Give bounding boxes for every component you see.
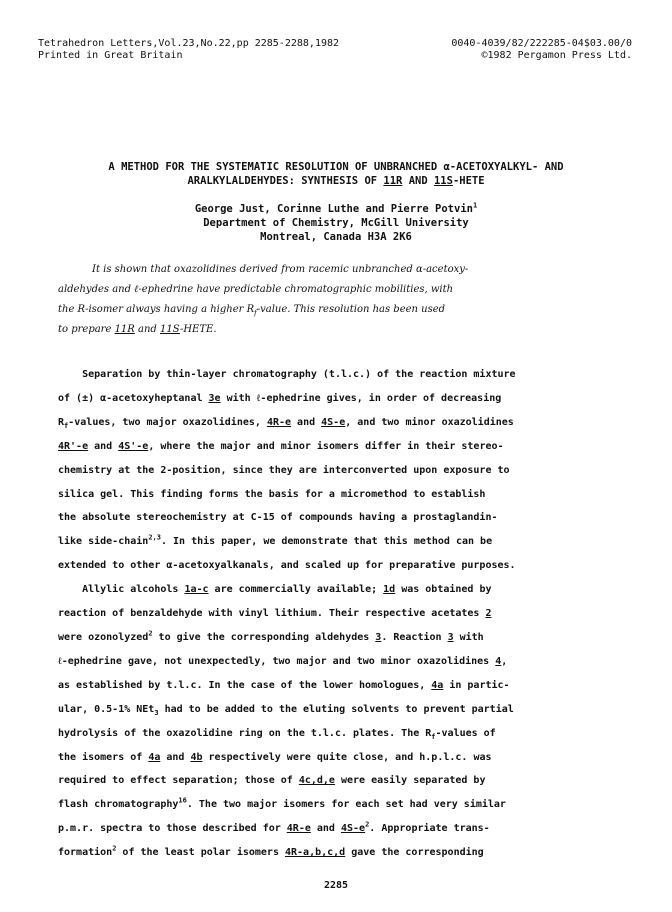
- compound-ref: 11R: [383, 175, 403, 187]
- body-line: [58, 650, 630, 674]
- text: . Appropriate trans-: [369, 823, 490, 835]
- body-line: chemistry at the 2-position, since they are interconverted upon exposure to: [58, 464, 510, 476]
- subscript: f: [64, 421, 69, 430]
- body-line: [58, 769, 630, 793]
- body-line: [58, 793, 630, 817]
- abstract-text: the R-isomer always having a higher R: [58, 304, 255, 315]
- abstract-line: It is shown that oxazolidines derived from racemic unbranched α-acetoxy-: [92, 264, 469, 275]
- compound-ref: 4R-e: [266, 416, 292, 428]
- body-line: [58, 411, 630, 435]
- text: formation: [58, 847, 113, 859]
- title-text: -HETE: [452, 175, 485, 187]
- body-line: [58, 674, 630, 698]
- text: -values of: [435, 727, 496, 739]
- title-text: ARALKYLALDEHYDES: SYNTHESIS OF: [187, 175, 384, 187]
- text: and: [160, 751, 191, 763]
- compound-ref: 4a: [148, 751, 161, 763]
- abstract-line: [58, 320, 618, 340]
- title-text: AND: [402, 175, 434, 187]
- text: ular, 0.5-1% NEt: [58, 703, 155, 715]
- text: was obtained by: [395, 584, 492, 596]
- compound-ref: 4S-e: [321, 416, 346, 428]
- body-line: silica gel. This finding forms the basis for a micromethod to establish: [58, 488, 486, 500]
- text: -values, two major oxazolidines,: [68, 416, 267, 428]
- text: . Reaction: [381, 631, 448, 643]
- body-line: [58, 817, 630, 841]
- subscript: f: [254, 309, 257, 317]
- body-line: the absolute stereochemistry at C-15 of compounds having a prostaglandin-: [58, 512, 498, 524]
- copyright: ©1982 Pergamon Press Ltd.: [481, 50, 632, 61]
- body-line: [58, 578, 630, 602]
- compound-ref: 3: [447, 631, 454, 643]
- text: with: [453, 631, 484, 643]
- text: as established by t.l.c. In the case of the lower homologues,: [58, 679, 432, 691]
- text: had to be added to the eluting solvents to prevent partial: [158, 703, 514, 715]
- compound-ref: 4R'-e: [58, 440, 89, 452]
- citation: 2,3: [148, 534, 161, 543]
- compound-ref: 11S: [160, 324, 180, 335]
- text: ℓ-ephedrine gave, not unexpectedly, two major and two minor oxazolidines: [58, 655, 496, 667]
- text: , and two minor oxazolidines: [345, 416, 514, 428]
- compound-ref: 4S-e: [340, 823, 366, 835]
- text: p.m.r. spectra to those described for: [58, 823, 287, 835]
- body-line: [58, 530, 630, 554]
- text: of the least polar isomers: [116, 847, 285, 859]
- compound-ref: 11R: [114, 324, 135, 335]
- body-line: [58, 722, 630, 746]
- subscript: 3: [154, 708, 159, 717]
- compound-ref: 4b: [190, 751, 203, 763]
- body-line: Separation by thin-layer chromatography (t.l.c.) of the reaction mixture: [58, 369, 516, 380]
- text: are commercially available;: [208, 584, 384, 596]
- text: , where the major and minor isomers differ in their stereo-: [148, 440, 504, 452]
- abstract: [58, 260, 618, 340]
- article-code: 0040-4039/82/222285-04$03.00/0: [451, 38, 632, 49]
- compound-ref: 11S: [433, 175, 453, 187]
- location: Montreal, Canada H3A 2K6: [260, 231, 412, 243]
- text: and: [291, 416, 322, 428]
- text: and: [88, 440, 119, 452]
- text: like side-chain: [58, 536, 149, 548]
- body-text: [58, 363, 630, 865]
- abstract-text: to prepare: [58, 324, 115, 335]
- body-line: extended to other α-acetoxyalkanals, and scaled up for preparative purposes.: [58, 560, 516, 572]
- paper-title-line1: A METHOD FOR THE SYSTEMATIC RESOLUTION OF UNBRANCHED α-ACETOXYALKYL- AND: [108, 161, 564, 173]
- authors: [20, 202, 652, 216]
- compound-ref: 2: [485, 608, 492, 620]
- abstract-text: and: [134, 324, 160, 335]
- affiliation: Department of Chemistry, McGill University: [203, 217, 469, 229]
- text: flash chromatography: [58, 799, 179, 811]
- abstract-line: aldehydes and ℓ-ephedrine have predictable chromatographic mobilities, with: [58, 284, 454, 295]
- text: R: [58, 416, 65, 428]
- compound-ref: 4: [495, 655, 502, 667]
- printed-in: Printed in Great Britain: [38, 50, 183, 61]
- body-line: [58, 746, 630, 770]
- compound-ref: 1a-c: [184, 584, 209, 596]
- compound-ref: 3e: [208, 392, 221, 404]
- text: gave the corresponding: [345, 847, 484, 859]
- text: the isomers of: [58, 751, 149, 763]
- body-line: [58, 841, 630, 865]
- text: . In this paper, we demonstrate that this method can be: [160, 536, 493, 548]
- text: to give the corresponding aldehydes: [152, 631, 376, 643]
- journal-citation: Tetrahedron Letters,Vol.23,No.22,pp 2285-2288,1982: [38, 38, 340, 49]
- text: hydrolysis of the oxazolidine ring on the t.l.c. plates. The R: [58, 727, 432, 739]
- compound-ref: 4R-e: [286, 823, 311, 835]
- citation: 16: [178, 796, 187, 805]
- body-line: [58, 626, 630, 650]
- citation: 2: [112, 844, 117, 853]
- text: . The two major isomers for each set had very similar: [186, 799, 506, 811]
- author-names: George Just, Corinne Luthe and Pierre Potvin: [194, 203, 473, 215]
- body-line: [58, 387, 630, 411]
- text: with ℓ-ephedrine gives, in order of decreasing: [220, 392, 502, 404]
- abstract-text: -HETE.: [179, 324, 217, 335]
- footnote-marker: 1: [472, 201, 478, 210]
- text: ,: [501, 655, 508, 667]
- text: Allylic alcohols: [58, 584, 185, 596]
- citation: 2: [148, 629, 153, 638]
- text: were ozonolyzed: [58, 631, 149, 643]
- body-line: [58, 602, 630, 626]
- subscript: f: [431, 732, 436, 741]
- text: and: [310, 823, 341, 835]
- compound-ref: 4c,d,e: [298, 775, 335, 787]
- text: of (±) α-acetoxyheptanal: [58, 392, 209, 404]
- text: reaction of benzaldehyde with vinyl lithium. Their respective acetates: [58, 608, 486, 620]
- text: respectively were quite close, and h.p.l.c. was: [202, 751, 492, 763]
- paper-title-line2: [20, 174, 652, 188]
- abstract-line: [58, 300, 618, 320]
- compound-ref: 4a: [431, 679, 444, 691]
- text: in partic-: [443, 679, 510, 691]
- text: required to effect separation; those of: [58, 775, 299, 787]
- compound-ref: 4R-a,b,c,d: [284, 847, 346, 859]
- compound-ref: 1d: [383, 584, 396, 596]
- body-line: [58, 435, 630, 459]
- compound-ref: 4S'-e: [118, 440, 149, 452]
- text: were easily separated by: [334, 775, 486, 787]
- compound-ref: 3: [375, 631, 382, 643]
- abstract-text: -value. This resolution has been used: [256, 304, 446, 315]
- body-line: [58, 698, 630, 722]
- citation: 2: [365, 820, 370, 829]
- page-number: 2285: [323, 880, 349, 891]
